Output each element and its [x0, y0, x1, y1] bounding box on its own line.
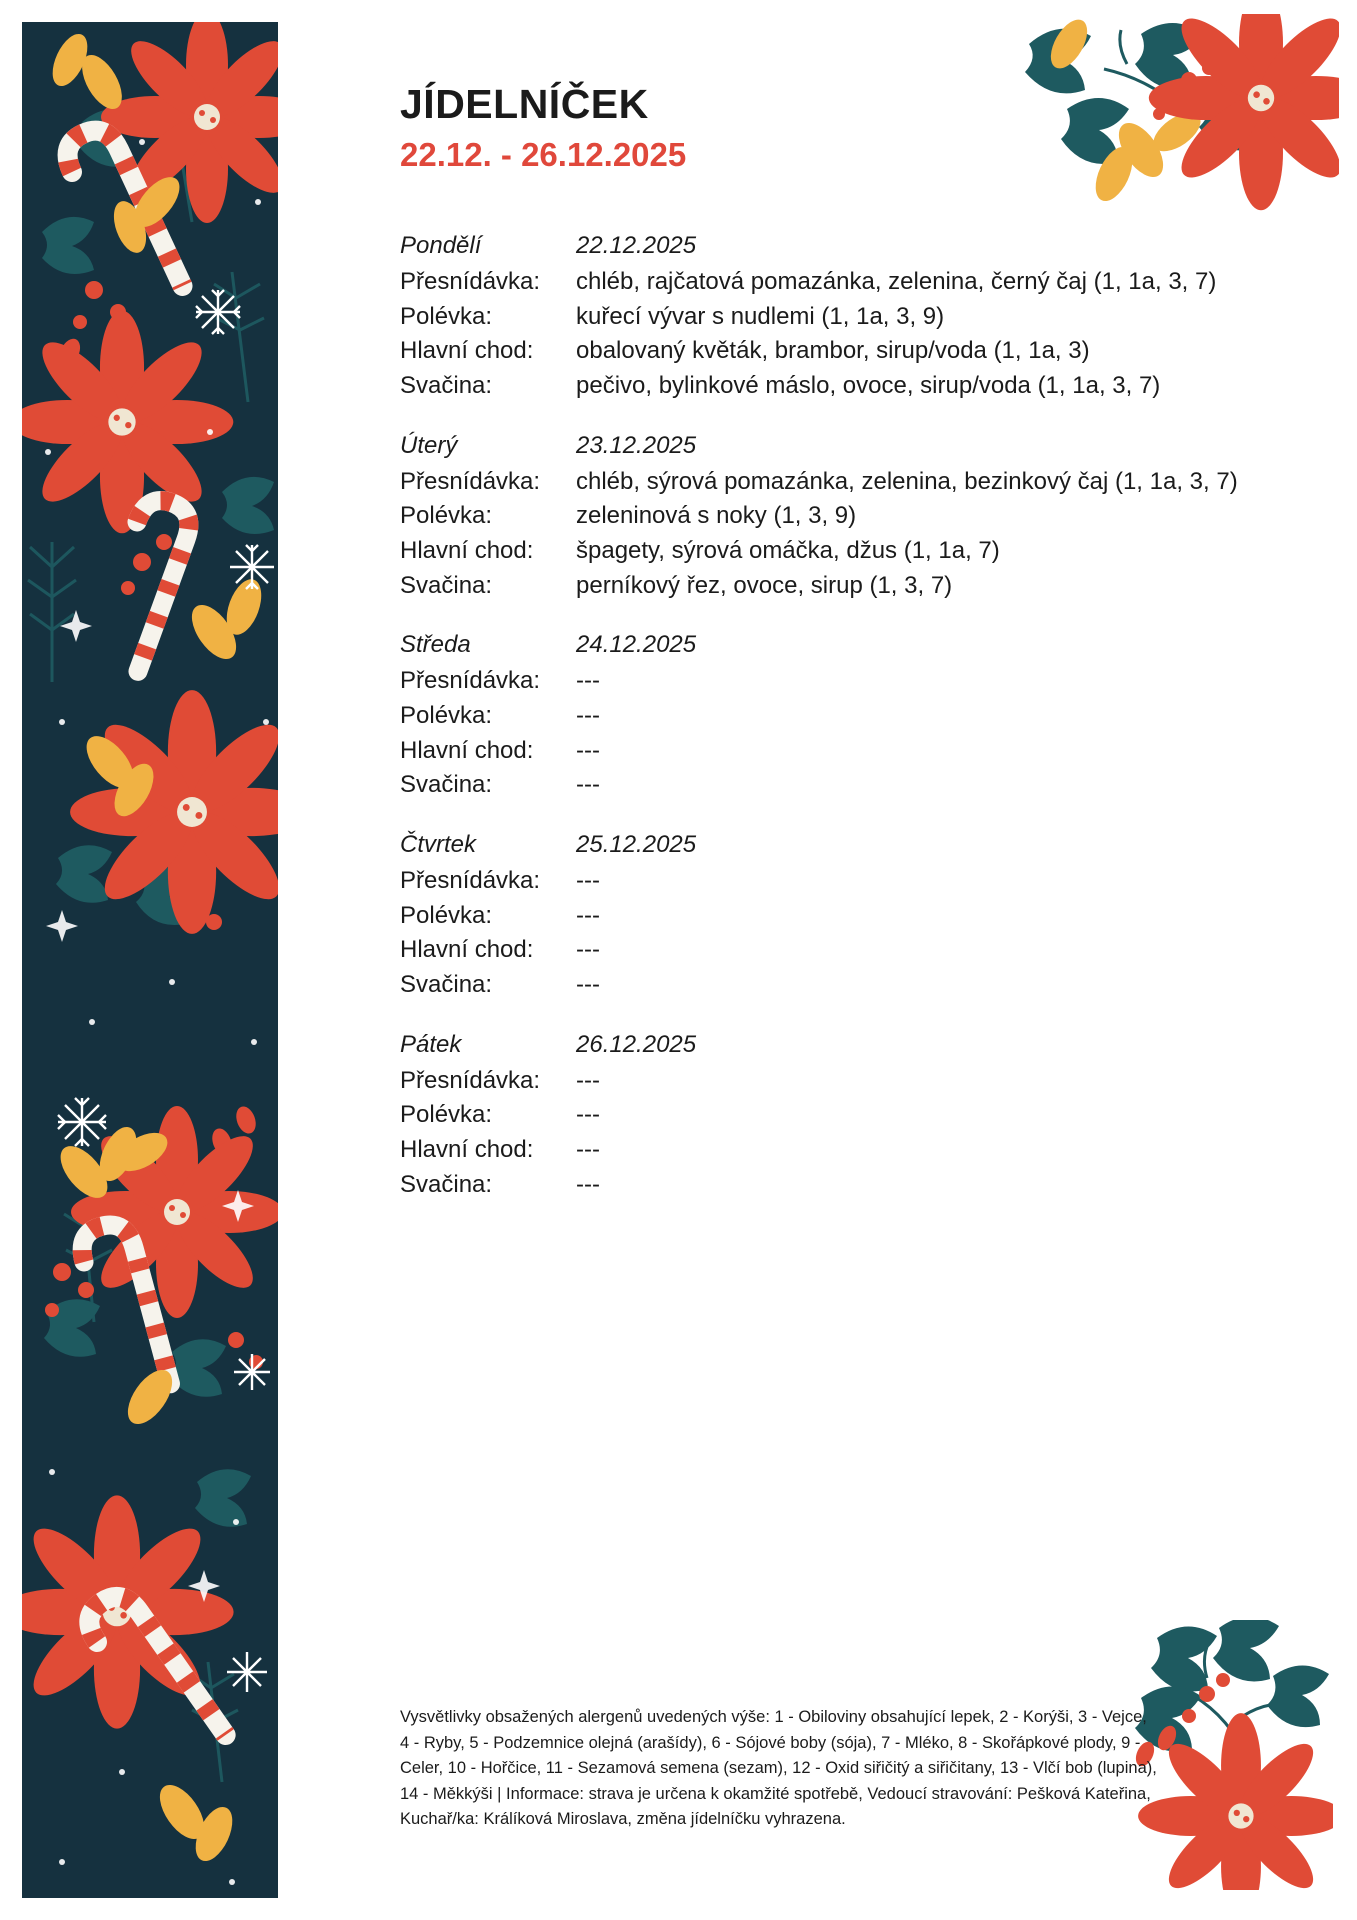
day-name: Pátek: [400, 1030, 462, 1058]
meal-row-main: [400, 735, 1310, 767]
meal-row-soup: [400, 500, 1310, 532]
meal-label: Polévka:: [400, 901, 493, 929]
meal-value: pečivo, bylinkové máslo, ovoce, sirup/voda (1, 1a, 3, 7): [576, 372, 1161, 400]
meal-label: Polévka:: [400, 302, 493, 330]
meal-row-main: [400, 535, 1310, 567]
meal-value: kuřecí vývar s nudlemi (1, 1a, 3, 9): [576, 302, 945, 330]
meal-value: perníkový řez, ovoce, sirup (1, 3, 7): [576, 571, 953, 599]
meal-label: Hlavní chod:: [400, 936, 534, 964]
meal-value: zeleninová s noky (1, 3, 9): [576, 502, 857, 530]
meal-value: ---: [576, 702, 600, 730]
meal-label: Hlavní chod:: [400, 537, 534, 565]
day-block: [400, 1031, 1310, 1201]
meal-value: ---: [576, 901, 600, 929]
meal-label: Svačina:: [400, 971, 493, 999]
meal-label: Svačina:: [400, 571, 493, 599]
meal-row-snack-afternoon: [400, 769, 1310, 801]
day-name: Středa: [400, 631, 471, 659]
day-header: [400, 432, 1310, 460]
meal-label: Polévka:: [400, 1101, 493, 1129]
day-block: [400, 631, 1310, 801]
day-date: 26.12.2025: [576, 1030, 697, 1058]
meal-value: chléb, sýrová pomazánka, zelenina, bezinkový čaj (1, 1a, 3, 7): [576, 467, 1238, 495]
meal-row-main: [400, 335, 1310, 367]
meal-value: chléb, rajčatová pomazánka, zelenina, černý čaj (1, 1a, 3, 7): [576, 268, 1217, 295]
meal-row-soup: [400, 900, 1310, 932]
meal-label: Svačina:: [400, 771, 493, 799]
allergen-legend: Vysvětlivky obsažených alergenů uvedených výše: 1 - Obiloviny obsahující lepek, 2 - Korýši, 3 - Vejce, 4 - Ryby, 5 - Podzemnice olejná (arašídy), 6 - Sójové boby (sója), 7 - Mléko, 8 - Skořápkové plody, 9 - Celer, 10 - Hořčice, 11 - Sezamová semena (sezam), 12 - Oxid siřičitý a siřičitany, 13 - Vlčí bob (lupina), 14 - Měkkýši | Informace: strava je určena k okamžité spotřebě, Vedoucí stravování: Pešková Kateřina, Kuchař/ka: Králíková Miroslava, změna jídelníčku vyhrazena.: [400, 1708, 1157, 1829]
meal-row-snack-morning: [400, 865, 1310, 897]
meal-value: ---: [576, 1101, 600, 1129]
meal-value: ---: [576, 1170, 600, 1198]
day-header: [400, 631, 1310, 659]
meal-label: Přesnídávka:: [400, 1066, 541, 1094]
menu-list: [400, 232, 1310, 1230]
meal-value: ---: [576, 971, 600, 999]
meal-row-snack-morning: [400, 665, 1310, 697]
decorative-side-strip: [22, 22, 278, 1898]
day-block: [400, 232, 1310, 402]
day-header: [400, 1031, 1310, 1059]
meal-label: Svačina:: [400, 1170, 493, 1198]
meal-value: ---: [576, 771, 600, 799]
meal-label: Přesnídávka:: [400, 467, 541, 495]
meal-row-snack-afternoon: [400, 969, 1310, 1001]
meal-label: Polévka:: [400, 702, 493, 730]
day-name: Čtvrtek: [400, 831, 477, 859]
page-title: JÍDELNÍČEK: [400, 81, 649, 127]
meal-row-snack-afternoon: [400, 1169, 1310, 1201]
meal-row-snack-morning: [400, 1065, 1310, 1097]
day-name: Úterý: [400, 431, 458, 459]
day-date: 24.12.2025: [576, 631, 697, 659]
meal-value: ---: [576, 1066, 600, 1094]
day-block: [400, 432, 1310, 602]
meal-row-main: [400, 1134, 1310, 1166]
meal-value: ---: [576, 1136, 600, 1164]
day-header: [400, 232, 1310, 260]
document-header: [400, 82, 960, 173]
day-date: 23.12.2025: [576, 431, 697, 459]
date-range: 22.12. - 26.12.2025: [400, 136, 687, 174]
meal-value: špagety, sýrová omáčka, džus (1, 1a, 7): [576, 537, 1000, 565]
meal-label: Hlavní chod:: [400, 736, 534, 764]
meal-value: ---: [576, 667, 600, 695]
meal-label: Hlavní chod:: [400, 337, 534, 365]
meal-label: Přesnídávka:: [400, 867, 541, 895]
meal-label: Přesnídávka:: [400, 667, 541, 695]
corner-decoration-top-right: [1009, 14, 1339, 229]
day-header: [400, 831, 1310, 859]
meal-label: Polévka:: [400, 502, 493, 530]
meal-label: Přesnídávka:: [400, 268, 541, 295]
meal-label: Svačina:: [400, 372, 493, 400]
meal-row-snack-morning: [400, 466, 1310, 498]
day-block: [400, 831, 1310, 1001]
winter-pattern-illustration: [22, 22, 278, 1898]
meal-value: ---: [576, 867, 600, 895]
meal-row-soup: [400, 301, 1310, 333]
meal-value: ---: [576, 936, 600, 964]
day-name: Pondělí: [400, 232, 482, 259]
meal-row-snack-afternoon: [400, 570, 1310, 602]
meal-row-main: [400, 934, 1310, 966]
meal-row-snack-morning: [400, 266, 1310, 298]
meal-row-soup: [400, 1099, 1310, 1131]
meal-value: obalovaný květák, brambor, sirup/voda (1, 1a, 3): [576, 337, 1090, 365]
meal-row-snack-afternoon: [400, 370, 1310, 402]
meal-label: Hlavní chod:: [400, 1136, 534, 1164]
day-date: 25.12.2025: [576, 831, 697, 859]
day-date: 22.12.2025: [576, 232, 697, 259]
meal-row-soup: [400, 700, 1310, 732]
meal-value: ---: [576, 736, 600, 764]
